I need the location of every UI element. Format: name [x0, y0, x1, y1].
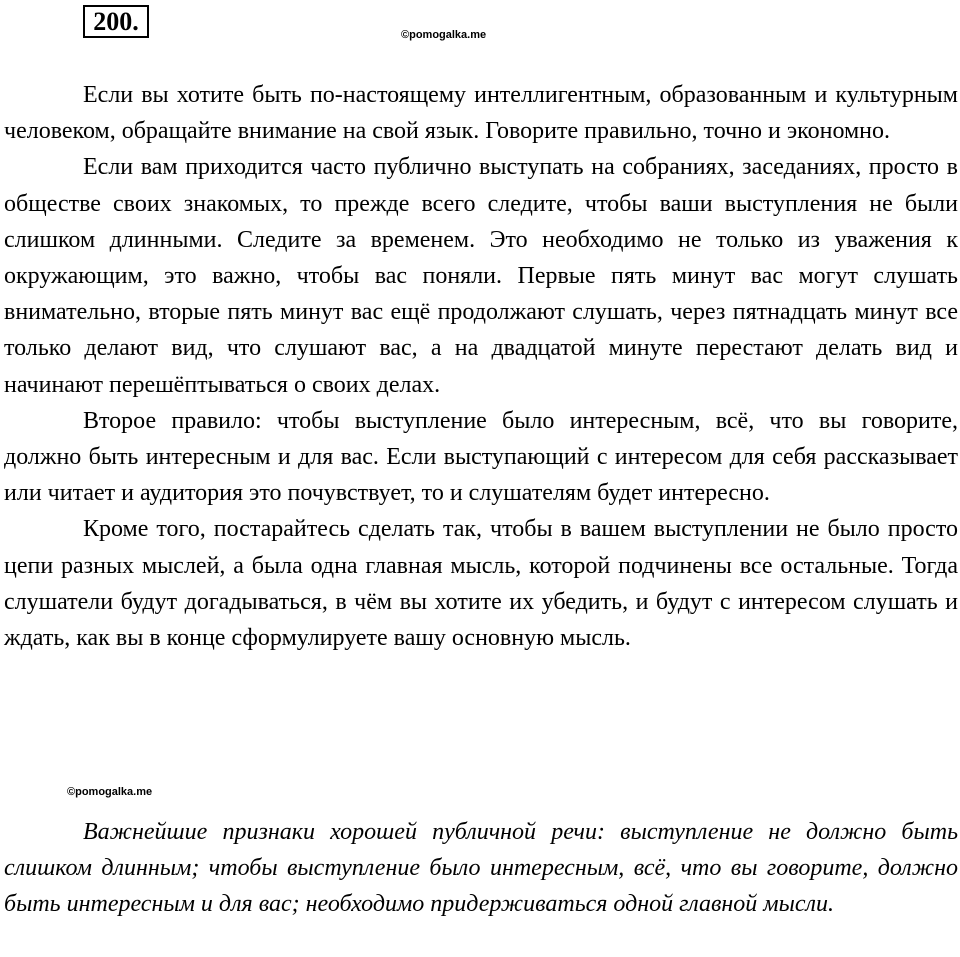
- paragraph-4: Кроме того, постарайтесь сделать так, чтобы в вашем выступлении не было просто цепи разных мыслей, а была одна главная мысль, которой подчинены все остальные. Тогда слушатели будут догадываться, в чём вы хотите их убедить, и будут с интересом слушать и ждать, как вы в конце сформулируете вашу основную мысль.: [4, 516, 958, 652]
- paragraph-3: Второе правило: чтобы выступление было интересным, всё, что вы говорите, должно быть интересным и для вас. Если выступающий с интересом для себя рассказывает или читает и аудитория это почувствует, то и слушателям будет интересно.: [4, 407, 958, 507]
- main-text: [4, 77, 958, 656]
- watermark-top: ©pomogalka.me: [401, 29, 487, 41]
- watermark-middle: ©pomogalka.me: [67, 786, 153, 798]
- paragraph-1: Если вы хотите быть по-настоящему интеллигентным, образованным и культурным человеком, обращайте внимание на свой язык. Говорите правильно, точно и экономно.: [4, 82, 958, 145]
- exercise-number: 200.: [83, 5, 149, 38]
- conclusion-paragraph: Важнейшие признаки хорошей публичной речи: выступление не должно быть слишком длинным; чтобы выступление было интересным, всё, что вы говорите, должно быть интересным и для вас; необходимо придерживаться одной главной мысли.: [4, 819, 958, 918]
- paragraph-2: Если вам приходится часто публично выступать на собраниях, заседаниях, просто в обществе своих знакомых, то прежде всего следите, чтобы ваши выступления не были слишком длинными. Следите за временем. Это необходимо не только из уважения к окружающим, это важно, чтобы вас поняли. Первые пять минут вас могут слушать внимательно, вторые пять минут вас ещё продолжают слушать, через пятнадцать минут все только делают вид, что слушают вас, а на двадцатой минуте перестают делать вид и начинают перешёптываться о своих делах.: [4, 154, 958, 398]
